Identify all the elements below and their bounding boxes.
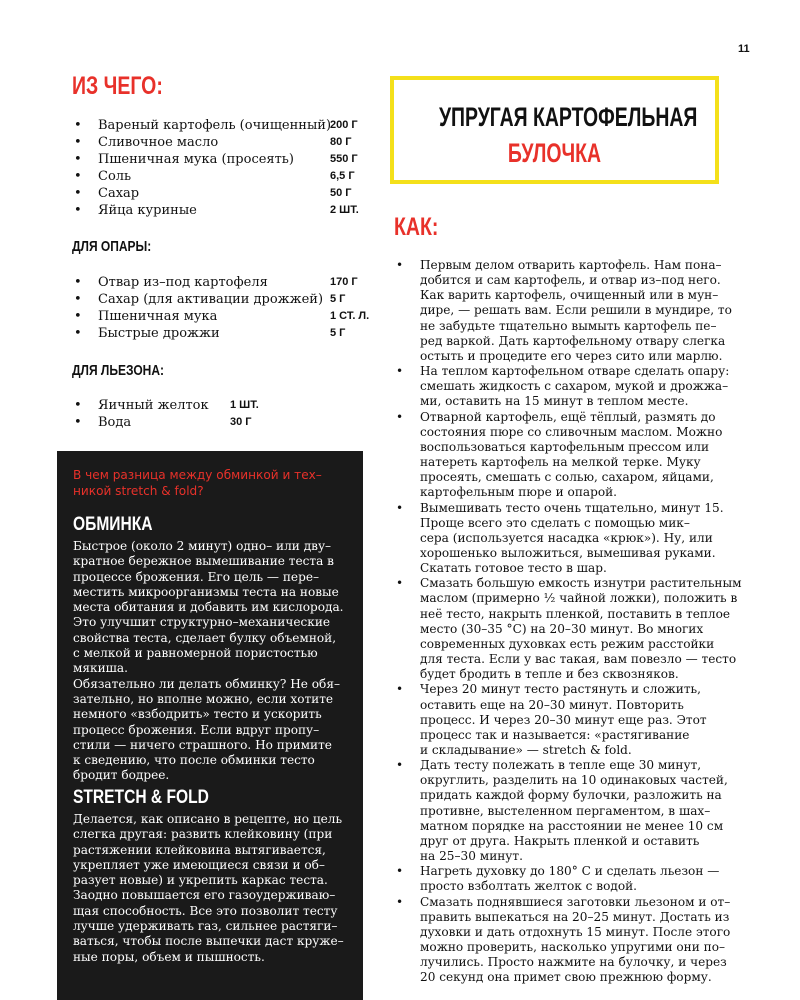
sidebar-text-line: Заодно повышается его газоудерживаю–	[73, 888, 336, 903]
ingredient-qty: 5 Г	[330, 293, 346, 305]
step-line: состояния пюре со сливочным маслом. Можно	[420, 424, 723, 439]
recipe-title-line1: УПРУГАЯ КАРТОФЕЛЬНАЯ	[438, 102, 698, 132]
sidebar-text-line: ваться, чтобы после выпечки даст круже–	[73, 934, 344, 949]
ingredient-item	[72, 117, 372, 134]
step-line: можно проверить, насколько упругими они по–	[420, 940, 726, 955]
step-line: сера (используется насадка «крюк»). Ну, или	[420, 530, 713, 545]
sidebar-text-line: места обитания и добавить им кислорода.	[73, 600, 344, 615]
step-line: воспользоваться картофельным прессом или	[420, 439, 710, 454]
ingredient-name: Яйца куриные	[98, 203, 197, 218]
bullet-icon: •	[396, 409, 404, 424]
sidebar-box	[57, 451, 363, 1000]
ingredient-item	[72, 325, 372, 342]
bullet-icon: •	[396, 758, 404, 773]
ingredient-qty: 170 Г	[330, 276, 358, 288]
page-number: 11	[738, 43, 750, 55]
step-line: друг от друга. Накрыть пленкой и оставить	[420, 833, 700, 848]
ingredients-heading: ИЗ ЧЕГО:	[72, 72, 163, 100]
sidebar-text-line: Обязательно ли делать обминку? Не обя–	[73, 676, 341, 691]
sidebar-question-line: В чем разница между обминкой и тех–	[73, 468, 322, 482]
step-line: натереть картофель на мелкой терке. Муку	[420, 455, 701, 470]
step-line: оставить еще на 20–30 минут. Повторить	[420, 697, 684, 712]
step-line: дире, — решать вам. Если решили в мундире, то	[420, 303, 732, 318]
step-line: место (30–35 °С) на 20–30 минут. Во многих	[420, 621, 704, 636]
bullet-icon: •	[74, 186, 82, 201]
sidebar-text-line: с мелкой и равномерной пористостью	[73, 646, 318, 661]
step-line: маслом (примерно ½ чайной ложки), положить в	[420, 591, 738, 606]
ingredient-qty: 6,5 Г	[330, 170, 355, 182]
step-line: Скатать готовое тесто в шар.	[420, 561, 607, 576]
ingredient-name: Сахар	[98, 186, 140, 201]
ingredient-qty: 2 ШТ.	[330, 204, 359, 216]
ingredient-item	[72, 151, 372, 168]
ingredient-name: Яичный желток	[98, 398, 209, 413]
ingredient-qty: 80 Г	[330, 136, 352, 148]
ingredient-item	[72, 134, 372, 151]
bullet-icon: •	[396, 864, 404, 879]
step-line: на 25–30 минут.	[420, 849, 523, 864]
step-line: добится и сам картофель, и отвар из–под него.	[420, 273, 721, 288]
step-line: просеять, смешать с солью, сахаром, яйцами,	[420, 470, 714, 485]
sidebar-text-line: Быстрое (около 2 минут) одно– или дву–	[73, 539, 332, 553]
sidebar-text-line: растяжении клейковина вытягивается,	[73, 842, 326, 857]
step-line: На теплом картофельном отваре сделать опару:	[420, 364, 730, 379]
sidebar-text-line: разует новые) и укрепить каркас теста.	[73, 873, 328, 888]
sidebar-text-line: укрепляет уже имеющиеся связи и об–	[73, 857, 325, 872]
ingredient-item	[72, 274, 372, 291]
lezon-heading: ДЛЯ ЛЬЕЗОНА:	[72, 362, 164, 379]
step-line: ред варкой. Дать картофельному отвару слегка	[420, 333, 726, 348]
step-line: картофельным пюре и опарой.	[420, 485, 618, 500]
ingredient-name: Пшеничная мука (просеять)	[98, 152, 294, 167]
ingredient-name: Сливочное масло	[98, 135, 219, 150]
ingredient-qty: 1 СТ. Л.	[330, 310, 370, 322]
step-line: Проще всего это сделать с помощью мик–	[420, 515, 690, 530]
sidebar-text-line: к сведению, что после обминки тесто	[73, 753, 315, 768]
ingredient-qty: 5 Г	[330, 327, 346, 339]
step-line: просто взболтать желток с водой.	[420, 879, 638, 894]
method-step	[394, 410, 730, 501]
ingredient-item	[72, 168, 372, 185]
sidebar-question	[73, 467, 355, 499]
bullet-icon: •	[396, 576, 404, 591]
step-line: неё тесто, накрыть пленкой, поставить в теплое	[420, 606, 731, 621]
step-line: матном порядке на расстоянии не менее 10 см	[420, 818, 724, 833]
ingredient-qty: 30 Г	[230, 416, 252, 428]
step-line: будет бродить в тепле и без сквозняков.	[420, 667, 679, 682]
step-line: править выпекаться на 20–25 минут. Достать из	[420, 909, 730, 924]
step-line: для теста. Если у вас такая, вам повезло — тесто	[420, 652, 737, 667]
title-box	[390, 76, 719, 184]
step-line: Смазать поднявшиеся заготовки льезоном и от–	[420, 894, 731, 909]
ingredient-item	[72, 308, 372, 325]
opara-list	[72, 274, 372, 342]
sidebar-question-line: никой stretch & fold?	[73, 484, 204, 498]
sidebar-text-line: Делается, как описано в рецепте, но цель	[73, 812, 343, 826]
ingredient-name: Сахар (для активации дрожжей)	[98, 292, 324, 307]
ingredient-name: Вареный картофель (очищенный)	[98, 118, 332, 133]
step-line: противне, выстеленном пергаментом, в шах–	[420, 803, 711, 818]
step-line: Смазать большую емкость изнутри растительным	[420, 576, 742, 591]
sidebar-text-line: щая способность. Все это позволит тесту	[73, 903, 338, 918]
ingredient-qty: 50 Г	[330, 187, 352, 199]
bullet-icon: •	[74, 326, 82, 341]
sidebar-text-line: кратное бережное вымешивание теста в	[73, 554, 334, 569]
method-heading: КАК:	[394, 213, 439, 241]
obminka-heading: ОБМИНКА	[73, 514, 153, 535]
ingredient-qty: 1 ШТ.	[230, 399, 259, 411]
ingredient-qty: 550 Г	[330, 153, 358, 165]
sidebar-text-line: мякиша.	[73, 661, 128, 676]
sidebar-text-line: Это улучшит структурно–механические	[73, 615, 331, 630]
step-line: придать каждой форму булочки, разложить на	[420, 788, 722, 803]
step-line: лучились. Просто нажмите на булочку, и через	[420, 955, 727, 970]
bullet-icon: •	[74, 309, 82, 324]
step-line: процесс так и называется: «растягивание	[420, 727, 690, 742]
step-line: Как варить картофель, очищенный или в мун–	[420, 288, 719, 303]
ingredient-item	[72, 414, 372, 431]
ingredient-name: Пшеничная мука	[98, 309, 218, 324]
lezon-list	[72, 397, 372, 431]
step-line: округлить, разделить на 10 одинаковых частей,	[420, 773, 728, 788]
bullet-icon: •	[396, 894, 404, 909]
sidebar-text-line: немного «взбодрить» тесто и ускорить	[73, 707, 322, 722]
obminka-text	[73, 539, 357, 784]
ingredient-name: Быстрые дрожжи	[98, 326, 220, 341]
ingredient-item	[72, 202, 372, 219]
bullet-icon: •	[396, 500, 404, 515]
step-line: Нагреть духовку до 180° С и сделать льезон —	[420, 864, 720, 879]
sidebar-text-line: местить микроорганизмы теста на новые	[73, 584, 339, 599]
sidebar-text-line: слегка другая: развить клейковину (при	[73, 827, 333, 842]
bullet-icon: •	[74, 415, 82, 430]
step-line: современных духовках есть режим расстойки	[420, 636, 715, 651]
method-step	[394, 864, 730, 894]
step-line: ми, оставить на 15 минут в теплом месте.	[420, 394, 689, 409]
ingredient-name: Вода	[98, 415, 132, 430]
step-line: процесс. И через 20–30 минут еще раз. Этот	[420, 712, 707, 727]
step-line: не забудьте тщательно вымыть картофель пе–	[420, 318, 717, 333]
bullet-icon: •	[396, 682, 404, 697]
step-line: Отварной картофель, ещё тёплый, размять до	[420, 409, 716, 424]
step-line: 20 секунд она примет свою прежнюю форму.	[420, 970, 712, 985]
bullet-icon: •	[74, 398, 82, 413]
step-line: и складывание» — stretch & fold.	[420, 743, 632, 757]
method-step	[394, 364, 730, 409]
bullet-icon: •	[396, 258, 404, 272]
sidebar-text-line: стили — ничего страшного. Но примите	[73, 737, 332, 752]
sidebar-text-line: бродит бодрее.	[73, 768, 170, 783]
sidebar-text-line: лучше удерживать газ, сильнее растяги–	[73, 919, 338, 934]
step-line: Первым делом отварить картофель. Нам пона–	[420, 258, 722, 272]
method-step	[394, 258, 730, 364]
step-line: Через 20 минут тесто растянуть и сложить,	[420, 682, 701, 697]
ingredients-list	[72, 117, 372, 219]
method-step	[394, 758, 730, 864]
sidebar-text-line: процесс брожения. Если вдруг пропу–	[73, 722, 320, 737]
sidebar-text-line: зательно, но вполне можно, если хотите	[73, 691, 334, 706]
method-step	[394, 576, 742, 682]
bullet-icon: •	[74, 152, 82, 167]
ingredient-name: Соль	[98, 169, 132, 184]
method-step	[394, 895, 730, 986]
bullet-icon: •	[74, 135, 82, 150]
opara-heading: ДЛЯ ОПАРЫ:	[72, 238, 152, 255]
stretch-heading: STRETCH & FOLD	[73, 787, 209, 808]
recipe-title-line2: БУЛОЧКА	[507, 138, 602, 168]
ingredient-item	[72, 397, 372, 414]
step-line: Дать тесту полежать в тепле еще 30 минут,	[420, 758, 702, 773]
bullet-icon: •	[396, 364, 404, 379]
stretch-text	[73, 812, 357, 965]
sidebar-text-line: ные поры, объем и пышность.	[73, 949, 265, 964]
step-line: духовки и дать отдохнуть 15 минут. После этого	[420, 924, 731, 939]
ingredient-name: Отвар из–под картофеля	[98, 275, 268, 290]
ingredient-qty: 200 Г	[330, 119, 358, 131]
bullet-icon: •	[74, 275, 82, 290]
ingredient-item	[72, 291, 372, 308]
bullet-icon: •	[74, 118, 82, 133]
ingredient-item	[72, 185, 372, 202]
method-step	[394, 682, 730, 758]
sidebar-text-line: свойства теста, сделает булку объемной,	[73, 630, 337, 645]
bullet-icon: •	[74, 169, 82, 184]
step-line: Вымешивать тесто очень тщательно, минут 15.	[420, 500, 724, 515]
bullet-icon: •	[74, 203, 82, 218]
step-line: смешать жидкость с сахаром, мукой и дрожжа–	[420, 379, 729, 394]
method-step	[394, 501, 730, 577]
step-line: хорошенько выложиться, вымешивая руками.	[420, 545, 716, 560]
step-line: остыть и процедите его через сито или марлю.	[420, 348, 723, 363]
sidebar-text-line: процессе брожения. Его цель — пере–	[73, 569, 320, 584]
method-steps	[394, 258, 742, 986]
bullet-icon: •	[74, 292, 82, 307]
